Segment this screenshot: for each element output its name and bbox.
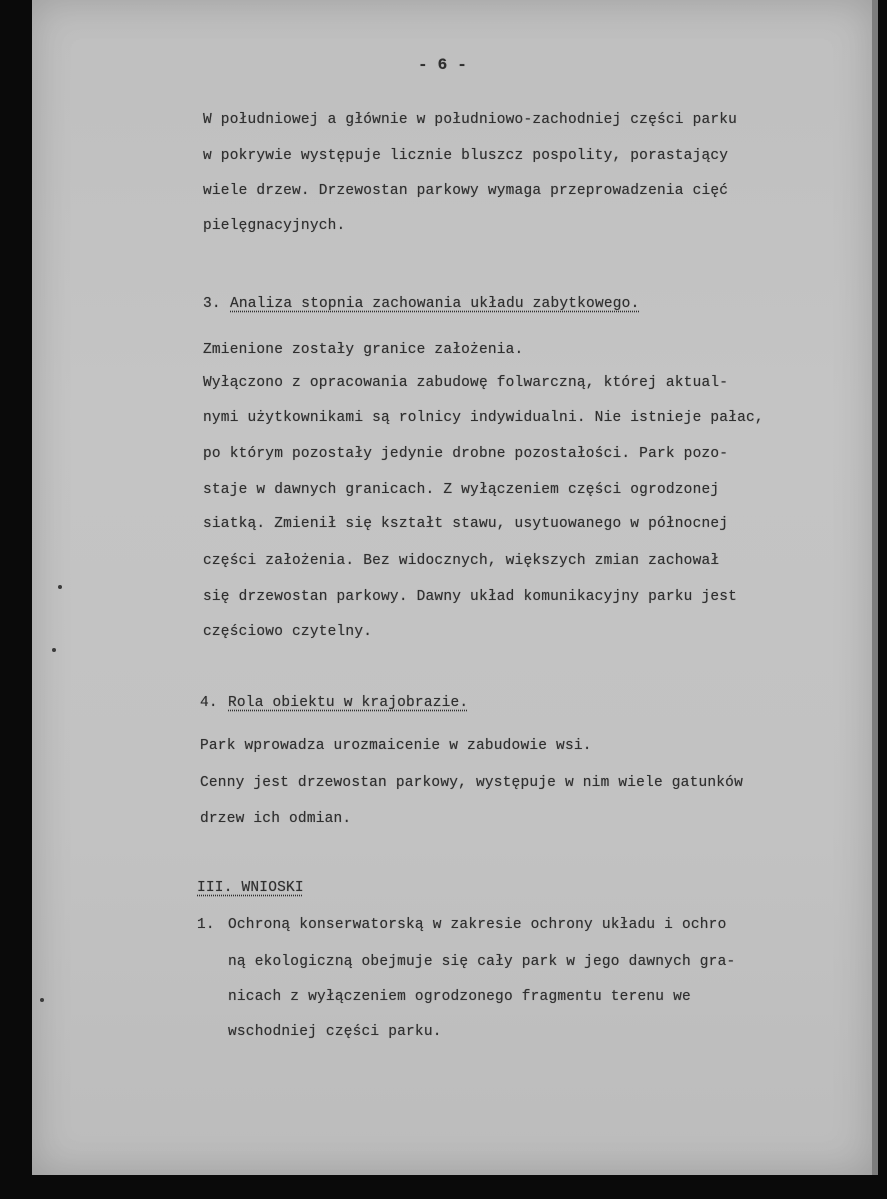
- section3-number: 3.: [203, 296, 221, 312]
- section-iii-item-line: ną ekologiczną obejmuje się cały park w jego dawnych gra-: [228, 954, 736, 970]
- sheet-edge: [872, 0, 878, 1175]
- intro-line: w pokrywie występuje licznie bluszcz pospolity, porastający: [203, 148, 729, 164]
- intro-line: W południowej a głównie w południowo-zachodniej części parku: [203, 112, 738, 128]
- page-number: - 6 -: [418, 56, 468, 74]
- intro-line: wiele drzew. Drzewostan parkowy wymaga przeprowadzenia cięć: [203, 183, 729, 199]
- section4-number: 4.: [200, 695, 218, 711]
- section3-title: Analiza stopnia zachowania układu zabytkowego.: [230, 296, 640, 312]
- section-iii-item-line: nicach z wyłączeniem ogrodzonego fragmentu terenu we: [228, 989, 691, 1005]
- section-iii-item-number: 1.: [197, 917, 215, 933]
- section3-line: siatką. Zmienił się kształt stawu, usytuowanego w północnej: [203, 516, 729, 532]
- section3-line: Zmienione zostały granice założenia.: [203, 342, 524, 358]
- section3-line: staje w dawnych granicach. Z wyłączeniem części ogrodzonej: [203, 482, 720, 498]
- section-iii-item-line: Ochroną konserwatorską w zakresie ochrony układu i ochro: [228, 917, 727, 933]
- margin-mark: [40, 998, 44, 1002]
- section-iii-item-line: wschodniej części parku.: [228, 1024, 442, 1040]
- section3-line: po którym pozostały jedynie drobne pozostałości. Park pozo-: [203, 446, 729, 462]
- section3-line: części założenia. Bez widocznych, większych zmian zachował: [203, 553, 720, 569]
- margin-mark: [58, 585, 62, 589]
- margin-mark: [52, 648, 56, 652]
- section-iii-title: III. WNIOSKI: [197, 880, 304, 896]
- section3-line: się drzewostan parkowy. Dawny układ komunikacyjny parku jest: [203, 589, 738, 605]
- section4-title: Rola obiektu w krajobrazie.: [228, 695, 469, 711]
- section3-line: nymi użytkownikami są rolnicy indywidualni. Nie istnieje pałac,: [203, 410, 764, 426]
- section3-line: częściowo czytelny.: [203, 624, 373, 640]
- section4-line: drzew ich odmian.: [200, 811, 352, 827]
- section4-line: Cenny jest drzewostan parkowy, występuje w nim wiele gatunków: [200, 775, 743, 791]
- section4-line: Park wprowadza urozmaicenie w zabudowie wsi.: [200, 738, 592, 754]
- intro-line: pielęgnacyjnych.: [203, 218, 346, 234]
- section3-line: Wyłączono z opracowania zabudowę folwarczną, której aktual-: [203, 375, 729, 391]
